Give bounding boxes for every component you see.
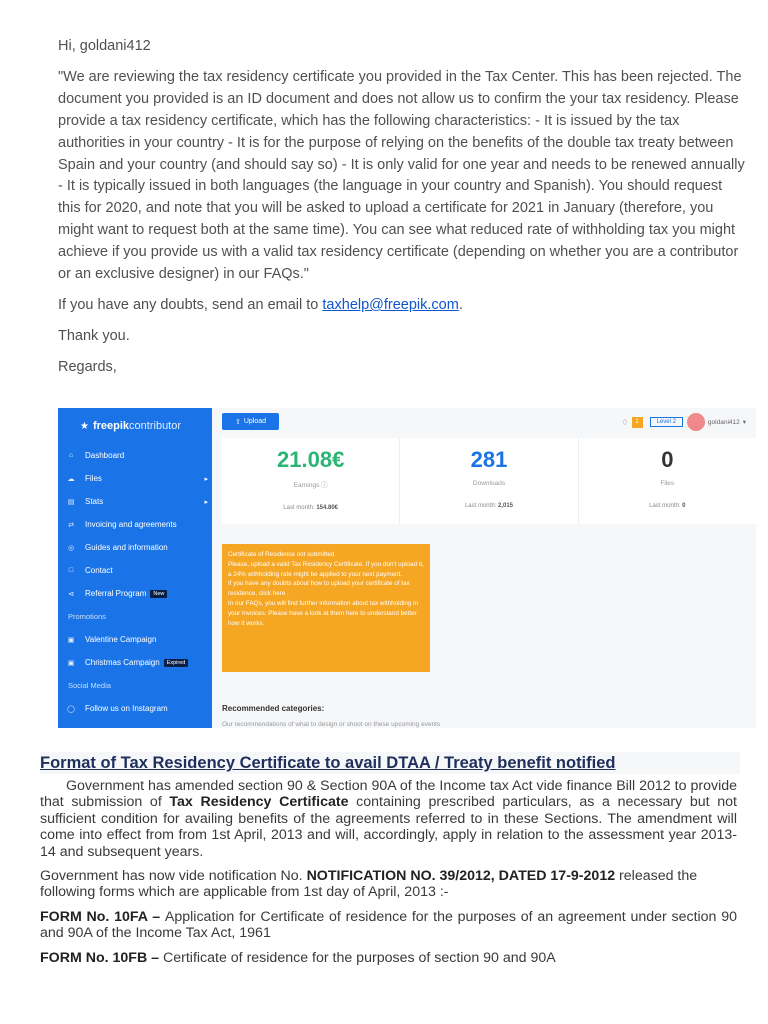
chevron-right-icon: ▸ xyxy=(204,498,208,506)
image-icon: ▣ xyxy=(67,659,75,667)
bold-text: FORM No. 10FB – xyxy=(40,949,163,966)
article-body xyxy=(40,778,737,974)
email-body xyxy=(58,36,746,388)
recommended-subtitle: Our recommendations of what to design or shoot on these upcoming events xyxy=(222,721,441,728)
text: Application for Certificate of residence for the purposes of an agreement under section 90 and 90A of the Income Tax Act, 1961 xyxy=(40,908,737,942)
sidebar-item-label: Follow us on Instagram xyxy=(85,704,168,713)
social-heading: Social Media xyxy=(68,681,111,690)
text: Government has now vide notification No. xyxy=(40,868,307,885)
certificate-warning xyxy=(222,544,430,672)
home-icon: ⌂ xyxy=(68,452,74,459)
warning-title: Certificate of Residence not submitted xyxy=(228,551,335,558)
article-paragraph xyxy=(40,868,737,901)
last-month-prefix: Last month: xyxy=(464,503,498,509)
sidebar-item-label: Referral Program xyxy=(85,589,147,598)
sidebar-item-stats[interactable] xyxy=(58,490,212,513)
doubts-text: If you have any doubts, send an email to xyxy=(58,296,323,313)
article-paragraph xyxy=(40,778,737,860)
user-area xyxy=(621,413,746,431)
freepik-logo-icon: ★ xyxy=(80,420,89,432)
sidebar-item-label: Invoicing and agreements xyxy=(85,520,177,529)
info-icon[interactable]: ⓘ xyxy=(321,482,328,489)
stat-label xyxy=(222,480,399,489)
expired-badge: Expired xyxy=(164,659,189,667)
sidebar-item-invoicing[interactable] xyxy=(58,513,212,536)
new-badge: New xyxy=(150,590,167,598)
sidebar-item-instagram[interactable] xyxy=(58,697,212,720)
sidebar-item-label: Christmas Campaign xyxy=(85,658,160,667)
sidebar-item-referral[interactable] xyxy=(58,582,212,605)
bell-icon[interactable]: ♢ xyxy=(621,417,629,427)
warning-line[interactable]: If you have any doubts about how to upload your certificate of tax residence, click here . xyxy=(228,580,410,598)
stat-label: Downloads xyxy=(472,480,506,487)
avatar[interactable] xyxy=(687,413,705,431)
sidebar xyxy=(58,408,212,728)
sidebar-item-label: Dashboard xyxy=(85,451,125,460)
greeting: Hi, goldani412 xyxy=(58,38,151,54)
text: Certificate of residence for the purposes of section 90 and 90A xyxy=(162,949,556,966)
stat-label: Files xyxy=(660,480,675,487)
level-badge[interactable]: Level 2 xyxy=(650,417,683,427)
warning-line: Please, upload a valid Tax Residency Certificate. If you don't upload it, a 24% withholding rate might be applied to your next payment. xyxy=(228,560,424,578)
logo-light: contributor xyxy=(129,420,182,432)
last-month-prefix: Last month: xyxy=(283,505,317,511)
dashboard-screenshot xyxy=(58,408,756,728)
text: containing prescribed particulars, as a necessary but not sufficient condition for availing benefits of the agreements referred to in these Sections. The amendment will come into effect from from 1st April, 2013 and will, accordingly, apply in relation to the assessment year 2013-14 and subsequent years. xyxy=(40,794,737,860)
warning-line[interactable]: In our FAQs, you will find further information about tax withholding in your invoices. Please have a look at them here to understand better how it works. xyxy=(228,599,419,627)
doubts-line xyxy=(58,295,746,317)
sidebar-item-guides[interactable] xyxy=(58,536,212,559)
doubts-suffix: . xyxy=(458,296,463,313)
stat-value: 281 xyxy=(470,447,508,472)
bold-text: Tax Residency Certificate xyxy=(169,794,349,811)
regards: Regards, xyxy=(58,358,117,375)
article-paragraph xyxy=(40,950,737,966)
sidebar-item-label: Stats xyxy=(85,497,104,506)
bold-text: FORM No. 10FA – xyxy=(40,908,165,925)
last-month-value: 0 xyxy=(682,503,686,509)
stat-files xyxy=(579,438,756,524)
stat-last-month xyxy=(400,503,577,509)
promotions-heading: Promotions xyxy=(68,612,106,621)
sidebar-item-label: Guides and information xyxy=(85,543,168,552)
bar-chart-icon: ▤ xyxy=(67,498,75,506)
sidebar-item-label: Files xyxy=(85,474,102,483)
sidebar-item-contact[interactable] xyxy=(58,559,212,582)
last-month-prefix: Last month: xyxy=(649,503,683,509)
notification-count[interactable]: 1 xyxy=(632,417,643,428)
globe-icon: ◎ xyxy=(67,544,75,552)
recommended-title: Recommended categories: xyxy=(222,704,325,713)
sidebar-item-christmas[interactable] xyxy=(58,651,212,674)
chat-icon: □ xyxy=(68,567,74,574)
sidebar-item-label: Contact xyxy=(85,566,113,575)
upload-icon: ⇧ xyxy=(234,418,241,426)
logo-bold: freepik xyxy=(92,420,130,432)
text: released the following forms which are applicable from 1st day of April, 2013 :- xyxy=(40,868,698,901)
bold-text: NOTIFICATION NO. 39/2012, DATED 17-9-2012 xyxy=(306,868,616,885)
top-bar xyxy=(212,408,756,436)
sidebar-item-valentine[interactable] xyxy=(58,628,212,651)
image-icon: ▣ xyxy=(67,636,75,644)
article-title: Format of Tax Residency Certificate to avail DTAA / Treaty benefit notified xyxy=(40,752,740,774)
exchange-icon: ⇄ xyxy=(68,521,74,529)
sidebar-item-dashboard[interactable] xyxy=(58,444,212,467)
text: Government has amended section 90 & Section 90A of the Income tax Act vide finance Bill 2012 to provide that submission of xyxy=(40,778,737,811)
upload-button[interactable] xyxy=(222,413,279,430)
stat-earnings xyxy=(222,438,400,524)
sidebar-item-files[interactable] xyxy=(58,467,212,490)
article-paragraph xyxy=(40,909,737,942)
cloud-icon: ☁ xyxy=(67,475,75,483)
last-month-value: 154.80€ xyxy=(316,505,339,511)
last-month-value: 2,015 xyxy=(498,503,514,509)
quoted-message: "We are reviewing the tax residency certificate you provided in the Tax Center. This has been rejected. The document you provided is an ID document and does not allow us to confirm the your tax residency. Please provide a tax residency certificate, which has the following characteristics: - It is issued by the tax authorities in your country - It is for the purpose of relying on the benefits of the double tax treaty between Spain and your country (and should say so) - It is only valid for one year and needs to be renewed annually - It is typically issued in both languages (the language in your country and Spanish). You should request this for 2020, and note that you will be asked to upload a certificate for 2021 in January (therefore, you might want to request both at the same time). You can see what reduced rate of withholding tax you might achieve if you provide us with a valid tax residency certificate (depending on whether you are a contributor or an exclusive designer) in our FAQs." xyxy=(58,68,745,283)
stat-value: 0 xyxy=(661,447,674,472)
sidebar-item-label: Valentine Campaign xyxy=(85,635,157,644)
upload-label: Upload xyxy=(243,418,267,425)
chevron-down-icon[interactable]: ▾ xyxy=(742,419,746,426)
stat-last-month xyxy=(222,505,399,511)
freepik-logo[interactable] xyxy=(58,408,212,444)
stat-last-month xyxy=(579,503,756,509)
stat-downloads xyxy=(400,438,578,524)
email-link[interactable]: taxhelp@freepik.com xyxy=(322,296,459,313)
stat-label-text: Earnings xyxy=(293,482,320,489)
stats-panel xyxy=(222,438,756,524)
username[interactable]: goldani412 xyxy=(707,418,740,426)
instagram-icon: ◯ xyxy=(67,705,75,713)
share-icon: ⊲ xyxy=(68,590,74,598)
chevron-right-icon: ▸ xyxy=(204,475,208,483)
stat-value: 21.08€ xyxy=(277,447,345,472)
thanks: Thank you. xyxy=(58,327,130,344)
